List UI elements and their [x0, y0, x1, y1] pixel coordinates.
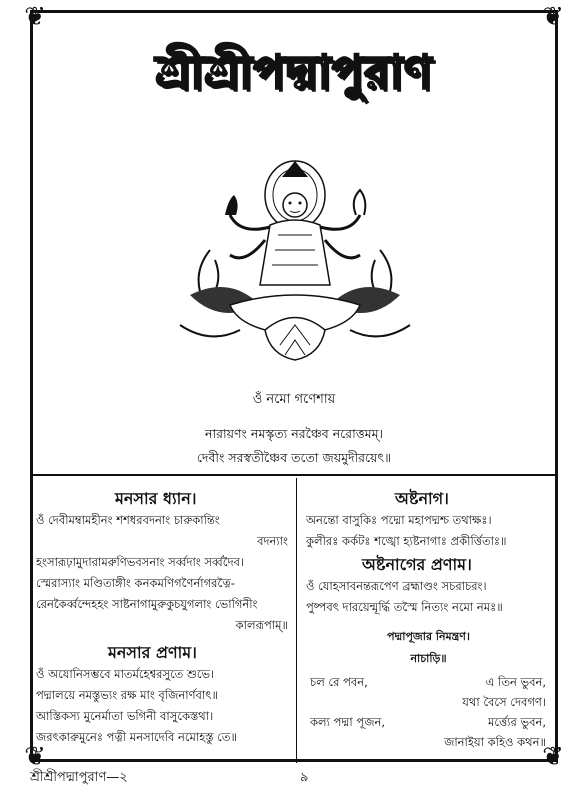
ashtanag-text — [306, 510, 551, 552]
puja-invitation-title: পদ্মাপূজার নিমন্ত্রণ। — [387, 630, 470, 643]
section-divider — [33, 474, 555, 476]
invocation: ওঁ নমো গণেশায় — [252, 392, 336, 407]
ashtanag-pranam-text — [306, 576, 551, 618]
text-line: ওঁ দেবীমম্বামহীনং শশধরবদনাং চারুকান্তিং — [36, 513, 220, 527]
running-title: শ্রীশ্রীপদ্মাপুরাণ—২ — [30, 770, 128, 785]
text-line: হংসারূঢ়ামুদারামরুণিভবসনাং সর্ব্বদাং সর্ব্বদৈব। — [36, 555, 245, 569]
text-line: স্মেরাস্যাং মণ্ডিতাঙ্গীং কনকমণিগণৈর্নাগরত্নৈ- — [36, 576, 235, 590]
shloka-line-2: দেবীং সরস্বতীঞ্চৈব ততো জয়মুদীরয়েৎ॥ — [196, 450, 392, 465]
verse-line: কল্য পদ্মা পূজন, মর্ত্ত্যের ভুবন, — [310, 715, 546, 729]
manasa-pranam-heading: মনসার প্রণাম। — [108, 643, 197, 662]
column-divider — [296, 478, 297, 763]
text-line: পদ্মালয়ে নমস্তুভ্যং রক্ষ মাং বৃজিনার্ণবাৎ॥ — [36, 688, 218, 702]
text-line: রেনকৈর্ব্বন্দেহহং সাষ্টনাগামুরুকুচযুগলাং ভোগিনীং — [36, 597, 258, 611]
nachari-label: নাচাড়ি॥ — [410, 652, 447, 665]
manasa-pranam-text — [36, 664, 288, 748]
page-title: শ্রীশ্রীপদ্মাপুরাণ — [155, 45, 433, 99]
text-line: পুষ্পবৎ দারয়েন্মূর্দ্ধি তস্মৈ নিত্যং নমো নমঃ॥ — [306, 600, 503, 614]
verse-line: চল রে পবন, এ তিন ভুবন, — [310, 675, 546, 689]
corner-ornament-icon: ❦ — [24, 2, 46, 32]
ashtanag-heading: অষ্টনাগ। — [395, 489, 449, 508]
text-line: কালরূপাম্॥ — [235, 618, 288, 632]
page-number: ৯ — [300, 770, 309, 785]
text-line: আস্তিকস্য মুনের্মাতা ভগিনী বাসুকেস্তথা। — [36, 709, 214, 723]
manasa-dhyan-heading: মনসার ধ্যান। — [115, 489, 197, 508]
corner-ornament-icon: ❦ — [24, 742, 46, 772]
ashtanag-pranam-heading: অষ্টনাগের প্রণাম। — [362, 555, 472, 574]
verse-line: জানাইয়া কহিও কথন॥ — [444, 735, 546, 749]
verse-line: যথা বৈসে দেবগণ। — [462, 695, 546, 709]
text-line: বদন্যাং — [257, 534, 288, 548]
text-line: ওঁ অযোনিসম্ভবে মাতর্মহেশ্বরসুতে শুভে। — [36, 667, 215, 681]
nachari-verse — [310, 672, 546, 752]
shloka-line-1: নারায়ণং নমস্কৃত্য নরঞ্চৈব নরোত্তমম্। — [205, 426, 383, 441]
goddess-manasa-illustration — [170, 155, 420, 370]
text-line: কুলীরঃ কর্কটঃ শঙ্খো হ্যষ্টনাগাঃ প্রকীর্ত্তিতাঃ॥ — [306, 534, 507, 548]
manasa-dhyan-text — [36, 510, 288, 636]
corner-ornament-icon: ❦ — [542, 742, 564, 772]
corner-ornament-icon: ❦ — [542, 2, 564, 32]
text-line: জরৎকারুমুনেঃ পত্নী মনসাদেবি নমোহস্তু তে॥ — [36, 730, 237, 744]
text-line: অনন্তো বাসুকিঃ পদ্মো মহাপদ্মশ্চ তথাক্ষঃ। — [306, 513, 492, 527]
text-line: ওঁ যোহসাবনন্তরূপেণ ব্রহ্মাণ্ডং সচরাচরং। — [306, 579, 487, 593]
